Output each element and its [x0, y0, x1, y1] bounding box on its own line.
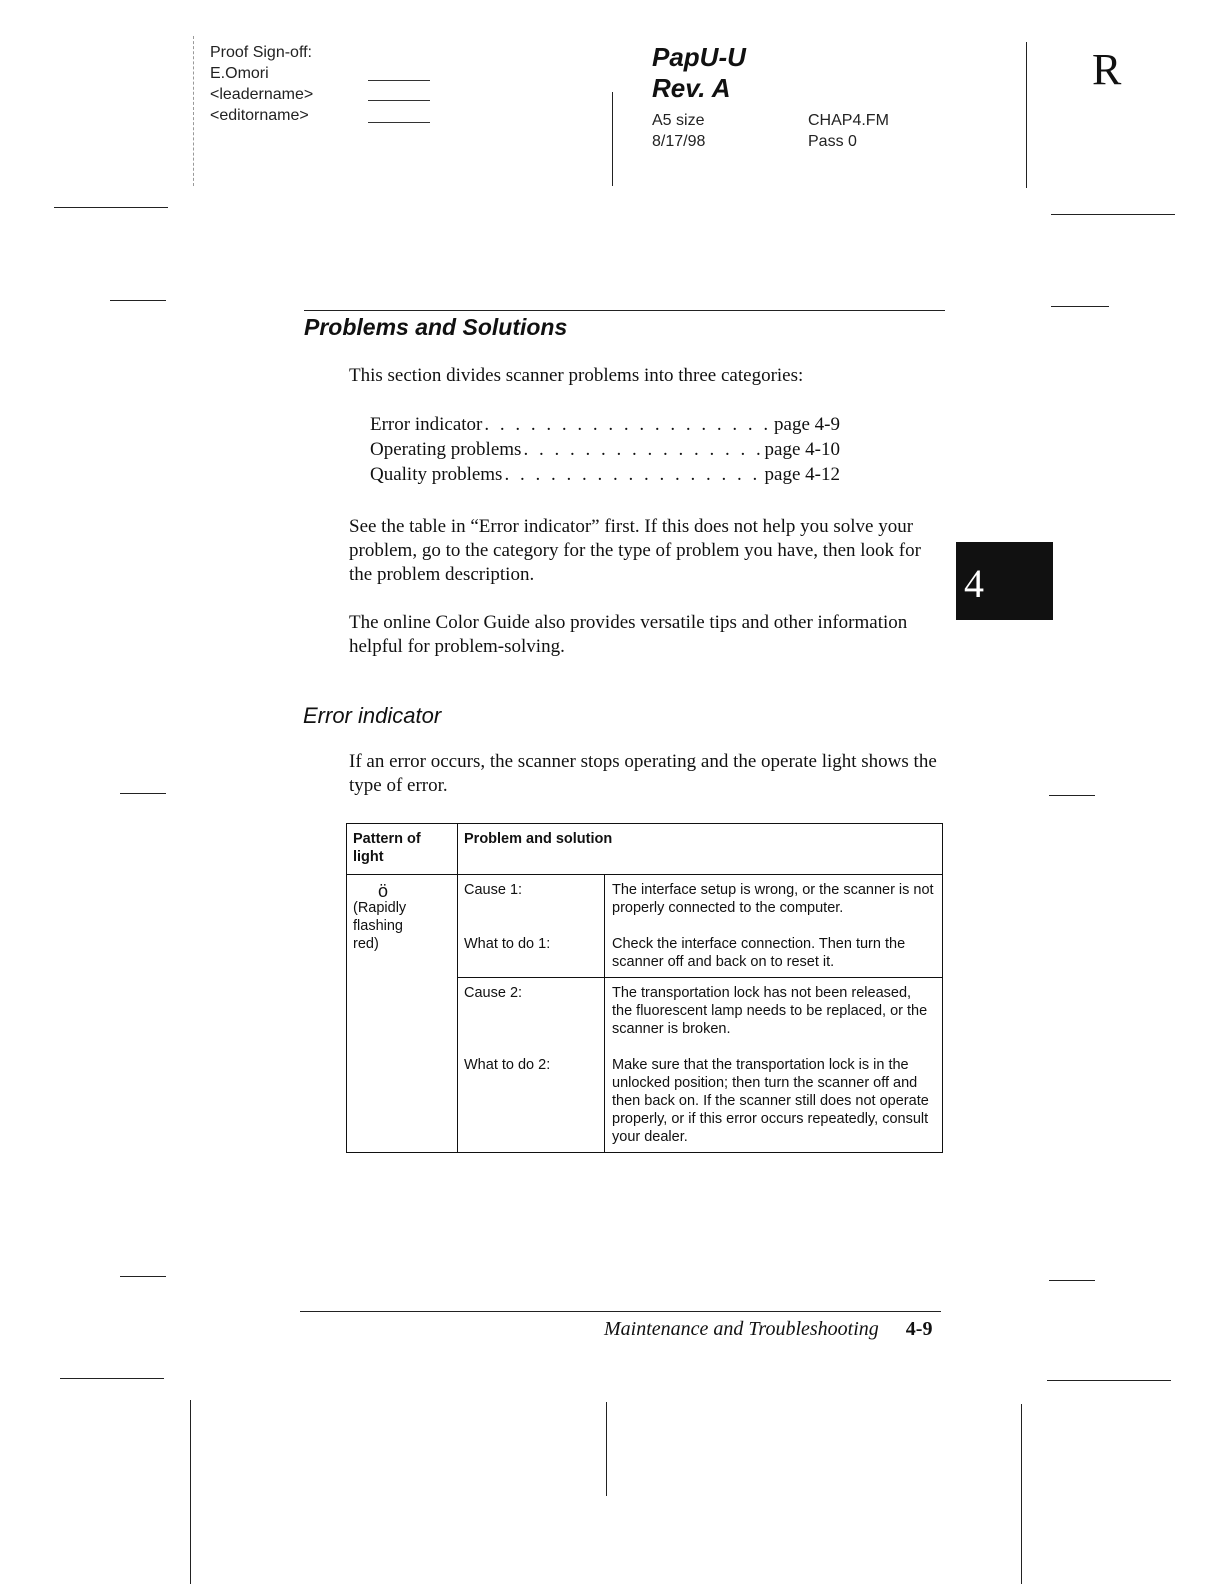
list-item-page: page 4-12: [764, 464, 840, 485]
proof-line: <editorname>: [210, 107, 309, 124]
chapter-number: 4: [964, 561, 984, 606]
doc-pass: Pass 0: [808, 133, 857, 150]
leader-dots: [521, 437, 764, 462]
list-item-page: page 4-10: [764, 439, 840, 460]
crop-mark: [1051, 306, 1109, 307]
todo-text: Check the interface connection. Then turn the scanner off and back on to reset it.: [604, 929, 942, 977]
cause-label: Cause 1:: [464, 882, 523, 898]
crop-mark: [120, 793, 166, 794]
doc-revision: Rev. A: [652, 73, 731, 103]
todo-row: [458, 929, 942, 977]
doc-date: 8/17/98: [652, 133, 706, 150]
doc-title: PapU-U: [652, 42, 746, 72]
crop-mark: [1026, 42, 1027, 188]
todo-text: Make sure that the transportation lock is in the unlocked position; then turn the scanner off and then back on. If the scanner still does not operate properly, or if this error occurs repeatedly, consult your dealer.: [604, 1050, 942, 1152]
list-item-label: Operating problems: [370, 439, 522, 460]
list-item-page: page 4-9: [774, 414, 840, 435]
cause-row: [458, 875, 942, 929]
crop-mark: [1051, 214, 1175, 215]
list-item: [370, 462, 840, 487]
signature-line: [368, 122, 430, 123]
crop-mark: [54, 207, 168, 208]
page-number: 4-9: [905, 1318, 933, 1340]
crop-mark: [60, 1378, 164, 1379]
cause-row: [458, 978, 942, 1050]
column-header: Pattern of light: [347, 824, 458, 875]
flashing-light-icon: ö: [377, 881, 388, 901]
crop-mark: [120, 1276, 166, 1277]
crop-mark: [606, 1402, 607, 1496]
leader-dots: [482, 412, 774, 437]
cause-group: [458, 977, 942, 1152]
crop-mark: [1049, 1280, 1095, 1281]
leader-dots: [502, 462, 764, 487]
proof-line: <leadername>: [210, 86, 314, 103]
doc-size: A5 size: [652, 112, 705, 129]
paragraph: See the table in “Error indicator” first. If this does not help you solve your problem, go to the category for the type of problem you have, then look for the problem description.: [349, 516, 921, 585]
crop-mark: [1047, 1380, 1171, 1381]
list-item: [370, 412, 840, 437]
page-footer: [604, 1318, 932, 1341]
crop-mark: [110, 300, 166, 301]
proof-line: Proof Sign-off:: [210, 44, 312, 61]
cause-text: The interface setup is wrong, or the scanner is not properly connected to the computer.: [604, 875, 942, 929]
corner-mark: R: [1092, 45, 1122, 94]
subsection-title: Error indicator: [303, 703, 442, 728]
error-table: [346, 823, 943, 1153]
chapter-tab: [956, 542, 1053, 620]
crop-mark: [1021, 1404, 1022, 1584]
cause-label: Cause 2:: [464, 985, 523, 1001]
footer-chapter-title: Maintenance and Troubleshooting: [604, 1318, 879, 1340]
todo-label: What to do 2:: [464, 1057, 551, 1073]
crop-mark: [1049, 795, 1095, 796]
signature-line: [368, 80, 430, 81]
subsection-intro: If an error occurs, the scanner stops operating and the operate light shows the type of error.: [349, 751, 937, 796]
list-item: [370, 437, 840, 462]
table-row: [347, 875, 943, 1153]
pattern-description: (Rapidly flashing red): [353, 900, 407, 952]
column-header: Problem and solution: [458, 824, 943, 875]
todo-row: [458, 1050, 942, 1152]
signature-line: [368, 100, 430, 101]
section-title: Problems and Solutions: [304, 314, 568, 340]
table-header-row: [347, 824, 943, 875]
section-intro: This section divides scanner problems into three categories:: [349, 365, 804, 386]
crop-mark: [612, 92, 613, 186]
doc-file: CHAP4.FM: [808, 112, 889, 129]
cause-text: The transportation lock has not been released, the fluorescent lamp needs to be replaced, or the scanner is broken.: [604, 978, 942, 1050]
header-title-block: [652, 42, 746, 104]
todo-label: What to do 1:: [464, 936, 551, 952]
proof-signoff: [210, 42, 313, 126]
crop-mark: [190, 1400, 191, 1584]
category-list: [370, 412, 840, 487]
footer-rule: [300, 1311, 941, 1312]
paragraph: The online Color Guide also provides versatile tips and other information helpful for problem-solving.: [349, 612, 908, 657]
crop-mark: [193, 36, 194, 186]
solution-cell: [458, 875, 943, 1153]
list-item-label: Error indicator: [370, 414, 483, 435]
proof-line: E.Omori: [210, 65, 269, 82]
list-item-label: Quality problems: [370, 464, 503, 485]
cause-group: [458, 875, 942, 977]
section-rule: [304, 310, 945, 311]
pattern-cell: [347, 875, 458, 1153]
